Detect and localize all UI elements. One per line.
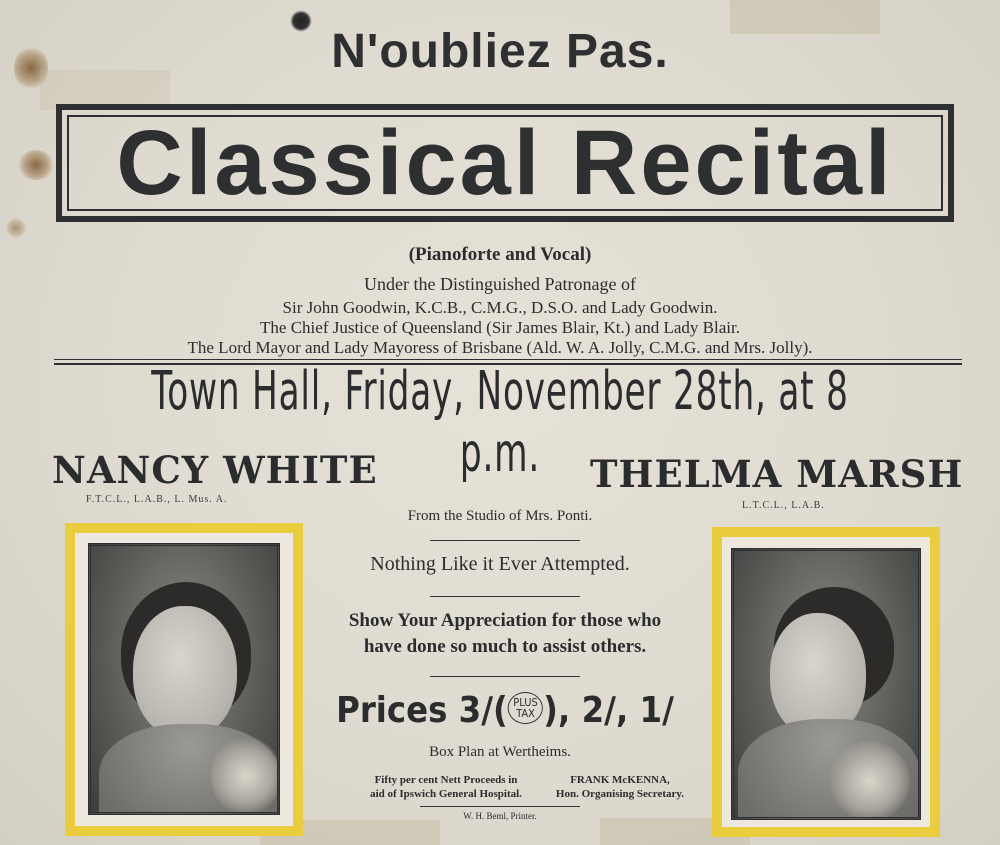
event-line: Town Hall, Friday, November 28th, at 8 p.m. [151,360,849,485]
tagline: Nothing Like it Ever Attempted. [370,553,630,575]
performer-left-quals: F.T.C.L., L.A.B., L. Mus. A. [86,494,228,505]
stain-mark [6,218,26,238]
plus-tax-badge [508,692,543,724]
patron-line: The Chief Justice of Queensland (Sir James Blair, Kt.) and Lady Blair. [260,318,740,337]
performer-left-name: NANCY WHITE [52,448,378,492]
secretary-title: Hon. Organising Secretary. [555,788,685,800]
patronage-intro: Under the Distinguished Patronage of [364,274,636,294]
short-rule [430,540,580,541]
portrait-right-photo [731,548,921,820]
secretary-name: FRANK McKENNA, [570,774,670,786]
flower-corsage [211,736,280,815]
patron-line: Sir John Goodwin, K.C.B., C.M.G., D.S.O. and Lady Goodwin. [282,298,718,317]
prices-rest: ), 2/, 1/ [543,690,674,731]
patron-line: The Lord Mayor and Lady Mayoress of Brisbane (Ald. W. A. Jolly, C.M.G. and Mrs. Jolly). [187,338,813,357]
stain-mark [18,150,54,180]
header-top: N'oubliez Pas. [331,25,669,78]
performer-right-name: THELMA MARSH [590,452,964,496]
appreciation-line: Show Your Appreciation for those who [348,610,662,631]
box-plan: Box Plan at Wertheims. [429,744,571,760]
prices-line [321,690,690,731]
short-rule [430,596,580,597]
proceeds-line: Fifty per cent Nett Proceeds in [374,774,518,786]
short-rule [420,806,580,807]
appreciation-line: have done so much to assist others. [363,636,647,657]
portrait-left-photo [88,543,280,815]
main-title: Classical Recital [116,111,894,214]
studio-line: From the Studio of Mrs. Ponti. [407,508,593,524]
proceeds-line: aid of Ipswich General Hospital. [370,788,522,800]
title-box [56,104,954,222]
face-shape [133,606,237,738]
flower-corsage [830,741,910,820]
performer-right-quals: L.T.C.L., L.A.B. [742,500,825,511]
tax-text: TAX [516,707,535,720]
subtitle: (Pianoforte and Vocal) [408,244,592,265]
prices-label: Prices 3/( [336,690,508,731]
printer-credit: W. H. Beml, Printer. [463,811,537,821]
short-rule [430,676,580,677]
plus-text: PLUS [513,696,538,709]
